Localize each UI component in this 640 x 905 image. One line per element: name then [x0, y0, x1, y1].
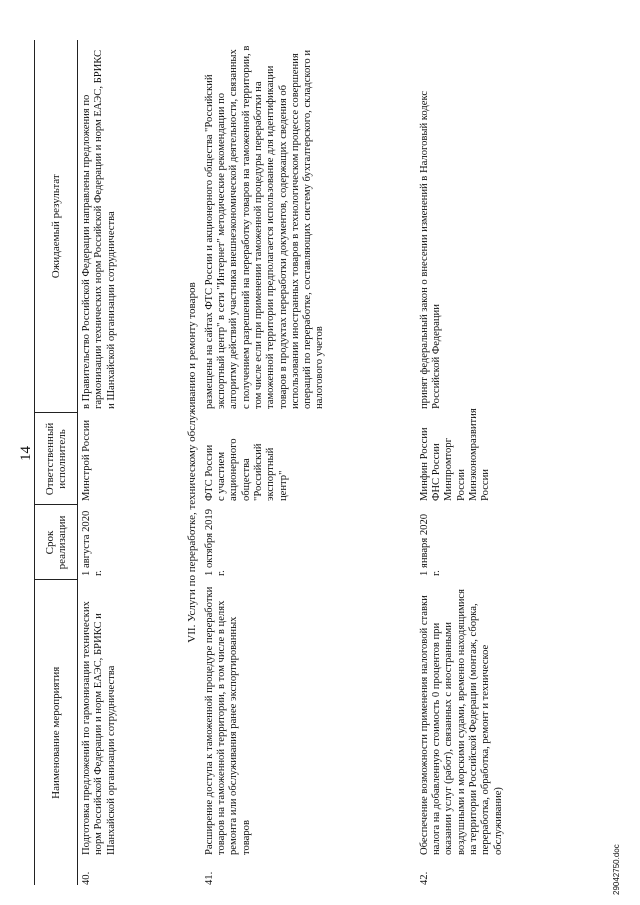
- executor-line: Минпромторг: [443, 438, 455, 501]
- section-title: VII. Услуги по переработке, техническому обслуживанию и ремонту товаров: [185, 282, 198, 643]
- table-header-row: [35, 40, 78, 885]
- row-result: размещены на сайтах ФТС России и акционерного общества "Российский экспортный центр" в сети "Интернет" методические рекомендации по алгоритму действий участника внешнеэкономической деятельности, связанных с получением разрешений на переработку товаров на таможенной территории, в том числе если при применении таможенной процедуры переработки на таможенной территории предполагается использование для идентификации товаров в продуктах переработки документов, содержащих сведения об использовании иностранных товаров в технологическом процессе совершения операций по переработке, составляющих систему бухгалтерского, складского и налогового учетов: [203, 45, 326, 409]
- page-number: 14: [18, 446, 34, 461]
- executor-line: "Российский: [252, 443, 264, 501]
- executor-line: Минстрой России: [81, 419, 92, 501]
- executor-line: России: [455, 469, 467, 501]
- executor-line: Минфин России: [418, 427, 430, 501]
- row-name: Обеспечение возможности применения налоговой ставки налога на добавленную стоимость 0 процентов при оказании услуг (работ), связанных с иностранными воздушными и морскими судами, временно находящимися на территории Российской Федерации (монтаж, сборка, переработка, обработка, ремонт и техническое обслуживание): [418, 589, 504, 855]
- row-result: в Правительство Российской Федерации направлены предложения по гармонизации технических норм Российской Федерации и норм ЕАЭС, БРИКС и Шанхайской организации сотрудничества: [81, 49, 117, 409]
- row-executor: [78, 413, 183, 505]
- executor-line: с участием: [216, 451, 228, 501]
- header-result: Ожидаемый результат: [35, 40, 78, 413]
- row-executor: [201, 413, 416, 505]
- header-deadline: Срок реализации: [35, 505, 78, 580]
- table-row: [201, 40, 416, 885]
- executor-line: ФНС России: [431, 443, 443, 501]
- executor-line: ФТС России: [203, 444, 215, 501]
- document-code: 29042750.doc: [612, 844, 621, 895]
- row-number: 41.: [203, 871, 215, 885]
- row-name: Расширение доступа к таможенной процедуре переработки товаров на таможенной территории, в том числе в целях ремонта или обслуживания ранее экспортированных товаров: [203, 586, 252, 855]
- row-deadline: 1 августа 2020 г.: [81, 510, 105, 576]
- row-deadline: 1 октября 2019 г.: [203, 508, 228, 576]
- measures-table: [34, 40, 508, 885]
- table-row: [78, 40, 183, 885]
- table-row: [416, 40, 508, 885]
- header-executor: Ответственный исполнитель: [35, 413, 78, 505]
- executor-line: акционерного: [228, 438, 240, 501]
- row-number: 42.: [418, 871, 430, 885]
- row-executor: [416, 408, 508, 505]
- row-deadline: 1 января 2020 г.: [418, 513, 443, 576]
- section-row: [183, 40, 201, 885]
- header-name: Наименование мероприятия: [35, 580, 78, 885]
- row-result: принят федеральный закон о внесении изменений в Налоговый кодекс Российской Федерации: [418, 90, 443, 409]
- executor-line: общества: [240, 458, 252, 501]
- executor-line: России: [480, 469, 492, 501]
- executor-line: экспортный центр": [265, 447, 289, 501]
- row-name: Подготовка предложений по гармонизации технических норм Российской Федерации и норм ЕАЭС, БРИКС и Шанхайской организации сотрудничества: [81, 601, 117, 855]
- row-number: 40.: [81, 871, 92, 885]
- executor-line: Минэкономразвития: [467, 408, 479, 501]
